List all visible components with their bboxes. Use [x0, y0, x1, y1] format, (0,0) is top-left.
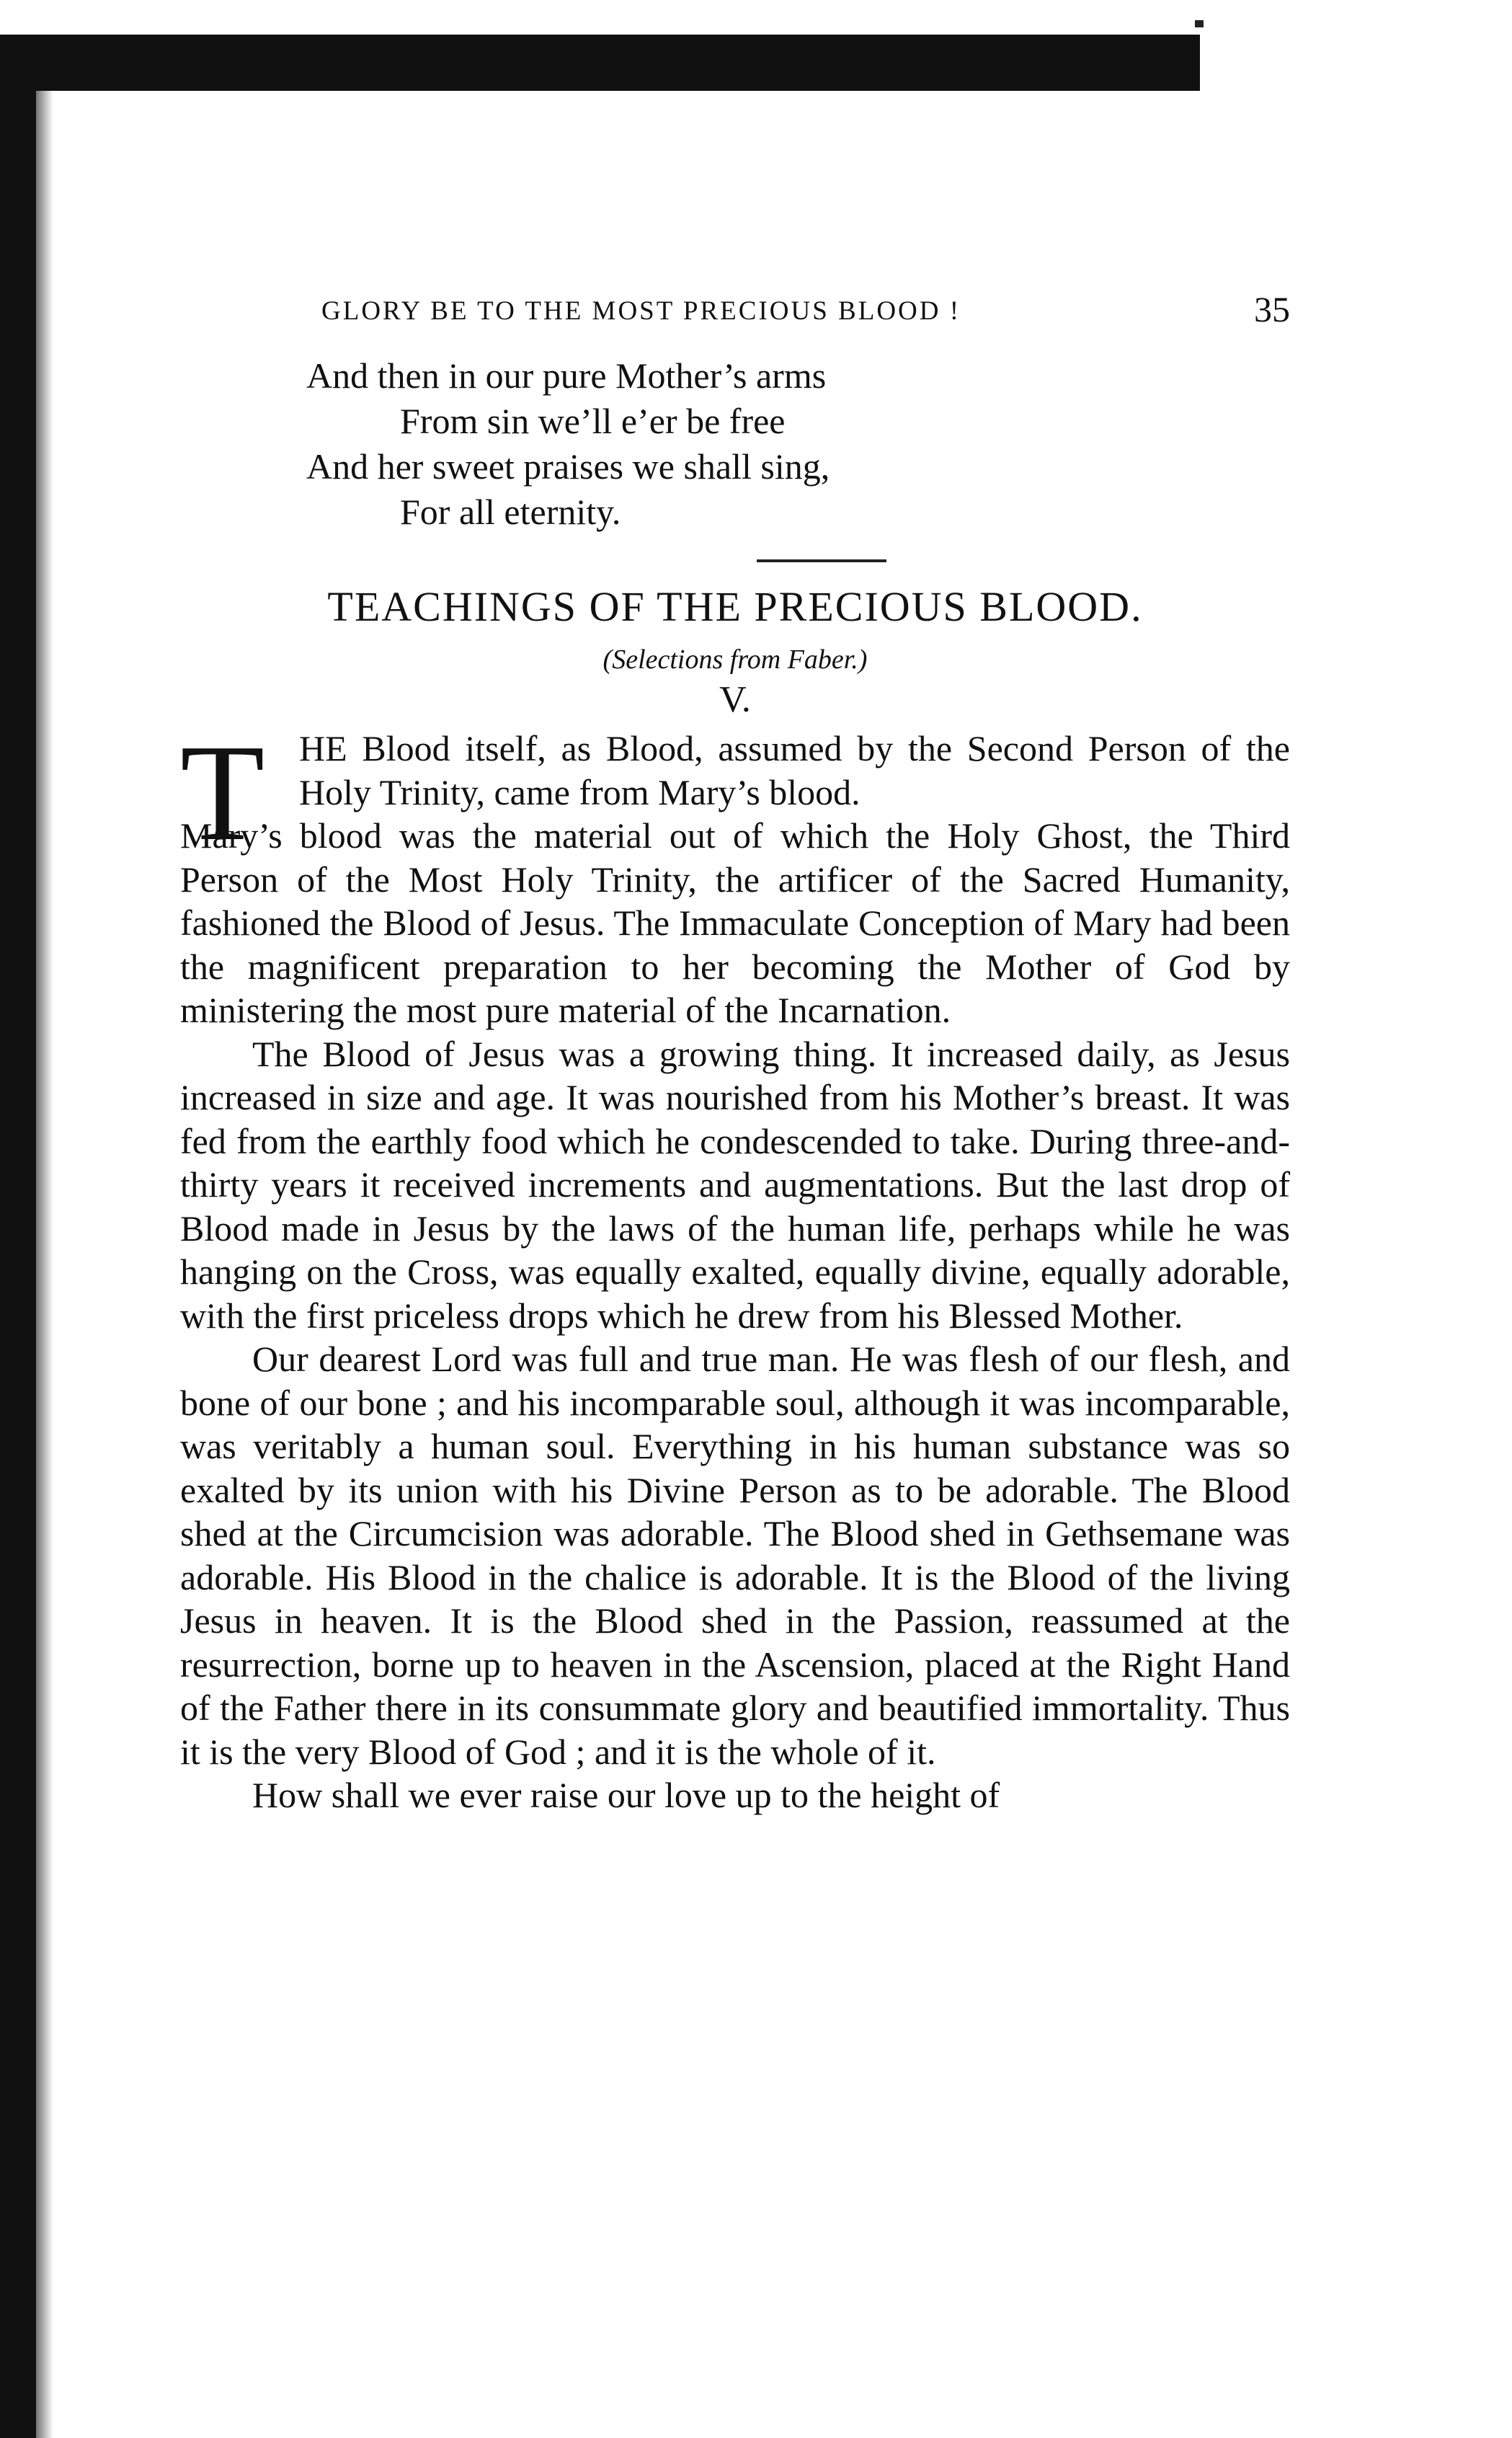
- drop-cap: T: [180, 716, 265, 869]
- verse-line: And her sweet praises we shall sing,: [306, 446, 830, 487]
- hymn-verse: [180, 353, 1290, 535]
- scan-border-top: [0, 35, 1200, 91]
- section-divider: [757, 559, 886, 562]
- scan-shadow: [36, 91, 53, 2438]
- page-number: 35: [1254, 289, 1290, 329]
- verse-line: And then in our pure Mother’s arms: [306, 355, 827, 396]
- paragraph: The Blood of Jesus was a growing thing. It increased daily, as Jesus increased in size and age. It was nourished from his Mother’s breast. It was fed from the earthly food which he condescended to take. During three-and-thirty years it received increments and augmentations. But the last drop of Blood made in Jesus by the laws of the human life, perhaps while he was hanging on the Cross, was equally exalted, equally divine, equally adorable, with the first priceless drops which he drew from his Blessed Mother.: [180, 1033, 1290, 1336]
- scan-speck: [1195, 20, 1204, 27]
- verse-line: From sin we’ll e’er be free: [400, 401, 786, 441]
- paragraph: How shall we ever raise our love up to the height of: [252, 1775, 1000, 1815]
- paragraph: Our dearest Lord was full and true man. He was flesh of our flesh, and bone of our bone ; and his incomparable soul, although it was incomparable, was veritably a human soul. Everything in his human substance was so exalted by its union with his Divine Person as to be adorable. The Blood shed at the Circumcision was adorable. The Blood shed in Gethsemane was adorable. His Blood in the chalice is adorable. It is the Blood of the living Jesus in heaven. It is the Blood shed in the Passion, reassumed at the resurrection, borne up to heaven in the Ascension, placed at the Right Hand of the Father there in its consummate glory and beautified immortality. Thus it is the very Blood of God ; and it is the whole of it.: [180, 1339, 1290, 1772]
- source-note: (Selections from Faber.): [602, 644, 868, 675]
- section-number: V.: [719, 679, 751, 720]
- body-text: [180, 716, 1290, 1817]
- book-page: [180, 288, 1290, 1817]
- paragraph: Mary’s blood was the material out of which the Holy Ghost, the Third Person of the Most Holy Trinity, the artificer of the Sacred Humanity, fashioned the Blood of Jesus. The Immaculate Conception of Mary had been the magnificent preparation to her becoming the Mother of God by ministering the most pure material of the Incarnation.: [180, 815, 1290, 1030]
- running-title: GLORY BE TO THE MOST PRECIOUS BLOOD !: [321, 296, 961, 326]
- section-title: TEACHINGS OF THE PRECIOUS BLOOD.: [327, 583, 1143, 630]
- scan-border-left: [0, 35, 36, 2438]
- verse-line: For all eternity.: [400, 492, 621, 532]
- paragraph-lead: HE Blood itself, as Blood, assumed by the Second Person of the Holy Trinity, came from Mary’s blood.: [299, 728, 1290, 812]
- page-header: [180, 288, 1290, 339]
